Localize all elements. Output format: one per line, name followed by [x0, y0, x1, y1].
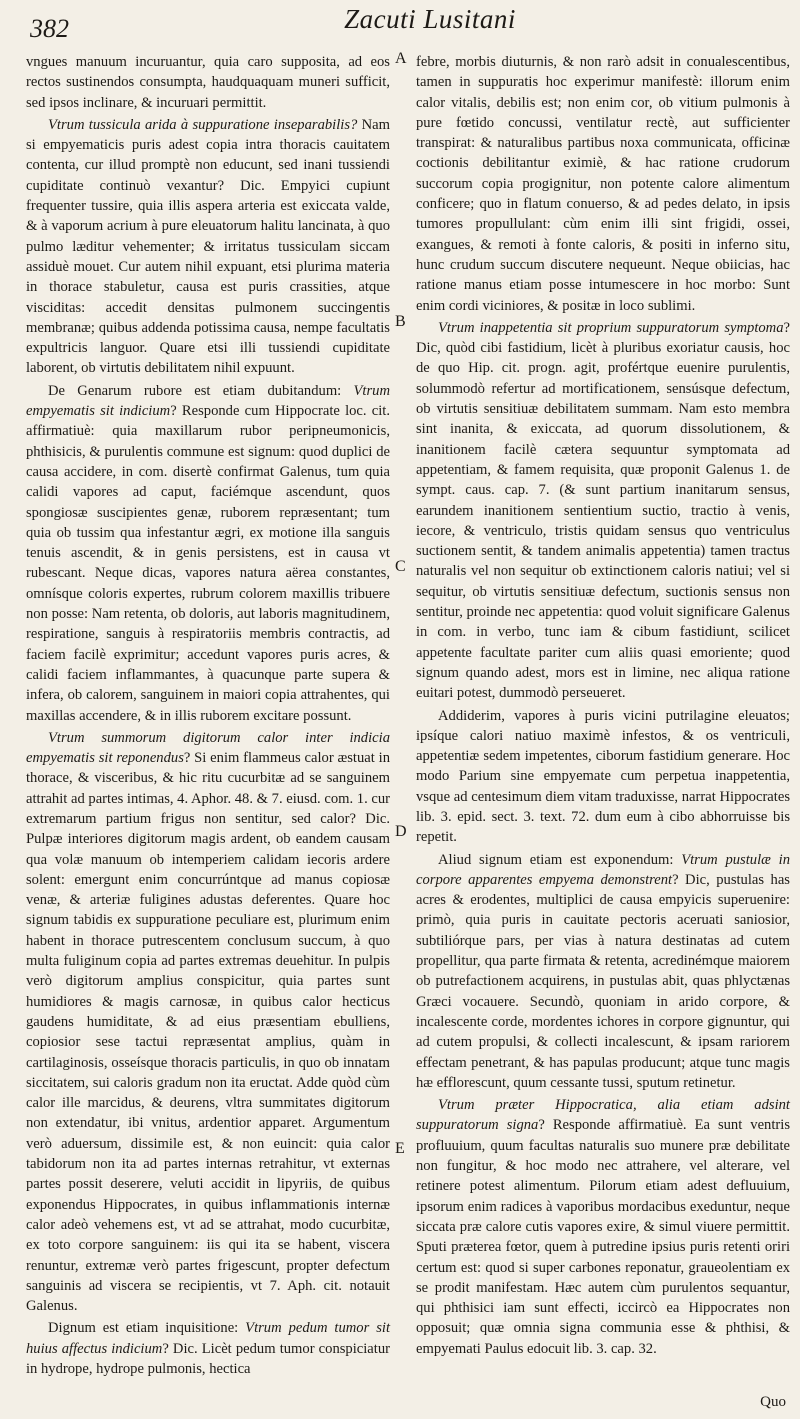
- paragraph: Vtrum tussicula arida à suppuratione inseparabilis? Nam si empyematicis puris adest copia intra thoracis cauitatem contenta, cur illud promptè non educunt, sed inani tussiendi cupiditate continuò vexantur? Dic. Empyici cupiunt frequenter tussire, quia illis aspera arteria est exiccata valde, & à vaporum acrium à pure eleuatorum halitu lancinata, à quo pulmo læditur vehementer; & irritatus tussiculam siccam assiduè mouet. Cur autem nihil expuant, etsi plurima materia in thorace stabuletur, causa est puris crassities, atque visciditas: accedit densitas pulmonem succingentis membranæ; quibus addenda potissima causa, nempe facultatis expultricis languor. Quare etsi illi tussiendi cupiditate laborent, ob virtutis debilitatem nihil expuunt.: [26, 116, 390, 377]
- margin-letter-d: D: [395, 823, 407, 840]
- margin-letter-a: A: [395, 50, 407, 67]
- question-heading: Vtrum inappetentia sit proprium suppuratorum symptoma: [438, 319, 784, 336]
- paragraph: Vtrum summorum digitorum calor inter indicia empyematis sit reponendus? Si enim flammeus calor æstuat in thorace, & visceribus, & hic ritu cucurbitæ ad se sanguinem attrahit ad partes intimas, 4. Aphor. 48. & 7. eiusd. com. 1. cur extremarum partium frigus non sentitur, sed calor? Dic. Pulpæ interiores digitorum magis ardent, ob eandem causam qua volæ manuum ob intemperiem calidam iecoris ardere solent: emergunt enim concurrúntque ad manus copiosæ venæ, & arteriæ fuligines adustas deferentes. Quare hoc signum tabidis ex suppuratione peculiare est, plurimum enim habent in thorace putrescentem conclusum succum, à quo multa fuliginum copia ad partes extremas deuehitur. In pulpis verò digitorum amplius conspicitur, quia partes sunt humidiores & magis carnosæ, in quibus calor hecticus gaudens humiditate, & ad eius præsentiam ebulliens, copiosior sese tactui repræsentat amplius, quàm in cartilaginosis, osseísque thoracis particulis, in quo ob innatam siccitatem, sui caloris gradum non ita eructat. Adde quòd cùm calor ille marcidus, & deurens, vltra summitates digitorum non extendatur, ibi vnitus, ardentior apparet. Argumentum verò aduersum, dissimile est, & non euincit: quia calor tabidorum non ita ad partes internas retrahitur, vt externas partes possit deserere, veluti accidit in lipyriis, de quibus exponendus Hippocrates, in quibus inflammationis internæ calor adeò vehemens est, vt ad se attrahat, modo cucurbitæ, ex toto corpore sanguinem: iis qui ita se habent, viscera renuntur, extremæ verò partes frigescunt, propter defectum sanguinis ad viscera se recipientis, vt 7. Aph. cit. notauit Galenus.: [26, 729, 390, 1315]
- paragraph: Addiderim, vapores à puris vicini putrilagine eleuatos; ipsíque calori natiuo maximè infestos, & os ventriculi, appetentiæ sedem impetentes, ciborum fastidium generare. Hoc modo Parium sine empyemate cum perpetua inappetentia, vsque ad centesimum diem vitam traduxisse, narrat Hippocrates lib. 3. epid. sect. 3. text. 72. dum eum à cibo abhorruisse bis repetit.: [416, 707, 790, 846]
- catchword: Quo: [760, 1394, 786, 1410]
- question-heading: Vtrum præter Hippocratica, alia etiam adsint suppuratorum signa: [416, 1097, 790, 1134]
- margin-letter-b: B: [395, 313, 406, 330]
- page-number: 382: [30, 14, 69, 43]
- left-column: [26, 52, 390, 1379]
- question-heading: Vtrum pustulæ in corpore apparentes empyema demonstrent: [416, 851, 790, 888]
- paragraph: Vtrum præter Hippocratica, alia etiam adsint suppuratorum signa? Responde affirmatiuè. Ea sunt ventris profluuium, quum facultas naturalis suo munere præ debilitate non fungitur, & hoc modo nec attrahere, vel alterare, vel retinere potest alimentum. Pilorum etiam adest defluuium, ipsorum enim radices à vaporibus mordacibus exeduntur, neque siccata præ calore cutis vapores exire, & simul viuere permittit. Sputi præterea fœtor, quem à putredine ipsius puris retenti oriri certum est: quod si super carbones reponatur, graueolentiam ex se prodit manifestam. Hæc autem cùm purulentos sequantur, qui phthisici iam sunt effecti, iccircò ea Hippocrates non opposuit; quæ omnia signa communia esse & phthisi, & empyemati Paulus edocuit lib. 3. cap. 32.: [416, 1097, 790, 1357]
- paragraph: Vtrum inappetentia sit proprium suppuratorum symptoma? Dic, quòd cibi fastidium, licèt à pluribus exoriatur causis, hoc de quo Hip. cit. progn. agit, profértque euenire purulentis, solummodò refertur ad mortificationem, sensúsque defectum, ob virtutis sensitiuæ debilitatem summam. Nam esto membra sint inanita, & exiccata, ad quorum dissolutionem, & inanitionem facilè cætera sequuntur symptomata ad appetentiam, & famem requisita, quæ proponit Galenus 1. de sympt. caus. cap. 7. (& sunt partium inanitarum sensus, earundem inanitionem sentientium suctio, tractio à venis, iecore, & ventriculo, tristis quidam sensus quo ventriculus suctionem sentit, & tandem animalis appetentia) tamen tractus naturalis vel non sequitur ob extinctionem caloris natiui; vel si sequitur, ob virtutis sensitiuæ defectum, suctionis sensus non sentitur, proinde nec appetentia: quod voluit significare Galenus in com. in verbo, tunc iam & cibum fastidiunt, scilicet appetente facultate pariter cum aliis quasi emoriente; quod signum quando adest, mors est in limine, nec aliqua ratione euitari potest, dummodò perseueret.: [416, 319, 790, 702]
- paragraph: Dignum est etiam inquisitione: Vtrum pedum tumor sit huius affectus indicium? Dic. Licèt pedum tumor conspiciatur in hydrope, hydrope pulmonis, hectica: [26, 1320, 390, 1377]
- right-column: [416, 52, 790, 1359]
- margin-letter-c: C: [395, 558, 406, 575]
- question-heading: Vtrum pedum tumor sit huius affectus indicium: [26, 1320, 390, 1357]
- paragraph: febre, morbis diuturnis, & non rarò adsit in conualescentibus, tamen in suppuratis hoc experimur manifestè: illorum enim calor vitalis, debilis est; non enim cor, ob vitium pulmonis à pure fœtido concussi, ventilatur rectè, aut sufficienter transpirat: & naturalibus partibus noxa communicata, officinæ coctionis debilitantur eximiè, & hac ratione crudorum succorum copia progignitur, non potente calore alimentum conficere; quo in flatum conuerso, & ad pedes delato, in ipsis tumores propullulant: cùm enim illi sint frigidi, ossei, exangues, & remoti à fonte caloris, & positi in inferno situ, hunc crudum succum discutere nequeunt. Neque obiicias, hac ratione manus etiam posse intumescere in hoc morbo: Sunt enim cordi viciniores, & positæ in loco sublimi.: [416, 54, 790, 314]
- question-heading: Vtrum summorum digitorum calor inter indicia empyematis sit reponendus: [26, 729, 390, 767]
- question-heading: Vtrum tussicula arida à suppuratione inseparabilis?: [48, 116, 358, 133]
- running-head: Zacuti Lusitani: [344, 4, 516, 34]
- paragraph: Aliud signum etiam est exponendum: Vtrum pustulæ in corpore apparentes empyema demonstrent? Dic, pustulas has acres & erodentes, multiplici de causa empyicis superuenire: primò, quia puris in cauitate pectoris aceruati saniosior, subtiliórque pars, per vias à natura destinatas ad cutem propellitur, qua parte firmata & retenta, acredinémque maiorem ob putrefactionem acquirens, in pustulas abit, quas phlyctænas Græci vocauere. Secundò, quoniam in arido corpore, & incalescente corde, mordentes ichores in corpore gignuntur, qui ad cutem propulsi, & collecti incalescunt, & ipsam rariorem effectam penetrant, & has papulas producunt; atque tunc magis hæ efflorescunt, quum cessante tussi, sputum retinetur.: [416, 851, 790, 1091]
- margin-letter-e: E: [395, 1140, 405, 1157]
- paragraph: vngues manuum incuruantur, quia caro supposita, ad eos rectos sustinendos consumpta, haudquaquam muneri sufficit, sed ipsos inclinare, & incuruari permittit.: [26, 54, 390, 111]
- page-header: [0, 4, 800, 48]
- paragraph: De Genarum rubore est etiam dubitandum: Vtrum empyematis sit indicium? Responde cum Hippocrate loc. cit. affirmatiuè: quia maxillarum rubor peripneumonicis, phthisicis, & purulentis commune est signum: quod duplici de causa accidere, in com. disertè confirmat Galenus, tum quia calidi vapores ad caput, faciémque ascendunt, quos spongiosæ suscipientes genæ, ruborem repræsentant; tum quia ob tussim qua infestantur ægri, ex motione illa sanguis tenuis ascendit, & in genis persistens, est in causa vt rubescant. Neque dicas, vapores natura aërea constantes, omnísque coloris expertes, rubrum colorem maxillis tribuere non posse: Nam retenta, ob doloris, aut laboris magnitudinem, respiratione, sanguis à respiratoriis membris contractis, ad faciem facilè exprimitur; accedunt vapores puris acres, & calidi faciem inflammantes, à quacunque parte supera & infera, ob calorem, sanguinem in maiori copia attrahentes, qui maxillas accendere, & in illis ruborem excitare possunt.: [26, 382, 390, 724]
- question-heading: Vtrum empyematis sit indicium: [26, 382, 390, 420]
